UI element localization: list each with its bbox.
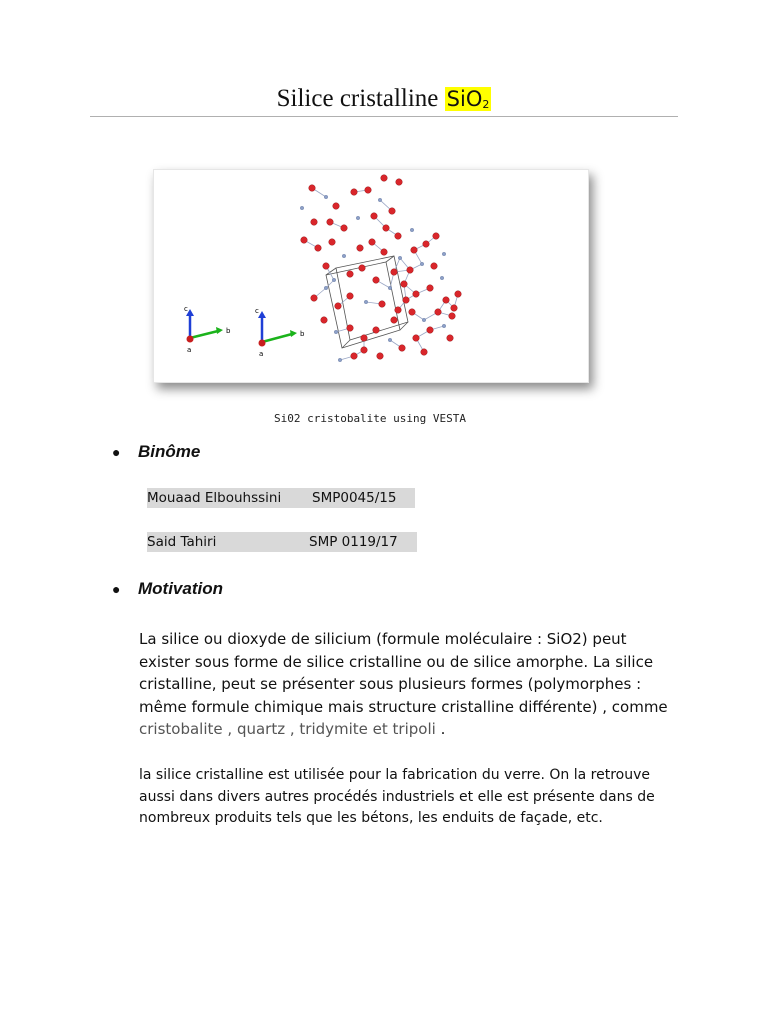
oxygen-atom: [321, 317, 328, 324]
oxygen-atom: [399, 345, 406, 352]
binome-heading-text: Binôme: [138, 442, 201, 461]
oxygen-atom: [403, 297, 410, 304]
oxygen-atom: [323, 263, 330, 270]
oxygen-atom: [413, 291, 420, 298]
crystal-structure-image: [154, 170, 588, 382]
oxygen-atom: [427, 327, 434, 334]
oxygen-atom: [391, 317, 398, 324]
axis-label-b-2: b: [300, 330, 305, 338]
separator: ,: [222, 720, 237, 738]
oxygen-atom: [347, 325, 354, 332]
axis-label-c-2: c: [255, 307, 259, 315]
oxygen-atom: [451, 305, 458, 312]
motivation-heading-text: Motivation: [138, 579, 223, 598]
axis-label-a: a: [187, 346, 192, 354]
oxygen-atom: [455, 291, 462, 298]
oxygen-atom: [361, 347, 368, 354]
motivation-paragraph-2: la silice cristalline est utilisée pour la fabrication du verre. On la retrouve aussi dans divers autres procédés industriels et elle est présente dans de nombreux produits tels que les bétons, les enduits de façade, etc.: [139, 767, 655, 826]
oxygen-atom: [359, 265, 366, 272]
form-quartz: quartz: [236, 720, 286, 738]
silicon-atom: [324, 286, 328, 290]
oxygen-atom: [373, 277, 380, 284]
silicon-atom: [364, 300, 368, 304]
separator: ,: [285, 720, 300, 738]
oxygen-atom: [381, 175, 388, 182]
formula-highlight: [445, 87, 492, 111]
motivation-paragraph-1: [139, 628, 679, 741]
crystal-structure-figure: [153, 169, 589, 383]
oxygen-atom: [389, 208, 396, 215]
oxygen-atom: [311, 219, 318, 226]
oxygen-atom: [413, 335, 420, 342]
oxygen-atom: [411, 247, 418, 254]
motivation-heading: [112, 579, 223, 599]
oxygen-atom: [433, 233, 440, 240]
oxygen-atom: [383, 225, 390, 232]
axis-label-b: b: [226, 327, 231, 335]
axis-triad-1: [184, 305, 231, 354]
oxygen-atom: [351, 189, 358, 196]
oxygen-atom: [311, 295, 318, 302]
silicon-atom: [442, 324, 446, 328]
axis-label-a-2: a: [259, 350, 264, 358]
oxygen-atom: [377, 353, 384, 360]
oxygen-atom: [301, 237, 308, 244]
silicon-atom: [410, 228, 414, 232]
silicon-atom: [300, 206, 304, 210]
oxygen-atom: [371, 213, 378, 220]
silicon-atom: [378, 198, 382, 202]
oxygen-atom: [421, 349, 428, 356]
oxygen-atom: [407, 267, 414, 274]
oxygen-atom: [435, 309, 442, 316]
silicon-atom: [334, 330, 338, 334]
silicon-atom: [388, 286, 392, 290]
member-id: SMP 0119/17: [309, 534, 398, 550]
para1-text: La silice ou dioxyde de silicium (formule moléculaire : SiO2) peut exister sous forme de silice cristalline ou de silice amorphe. La silice cristalline, peut se présenter sous plusieurs formes (polymorphes : même formule chimique mais structure cristalline différente) , comme: [139, 630, 668, 716]
silicon-atom: [324, 195, 328, 199]
oxygen-atom: [395, 307, 402, 314]
axis-triad-2: [255, 307, 305, 358]
silicon-atom: [356, 216, 360, 220]
member-name: Said Tahiri: [147, 534, 217, 550]
form-cristobalite: cristobalite: [139, 720, 223, 738]
oxygen-atom: [423, 241, 430, 248]
silicon-atom: [422, 318, 426, 322]
oxygen-atom: [335, 303, 342, 310]
oxygen-atom: [447, 335, 454, 342]
oxygen-atom: [396, 179, 403, 186]
silicon-atom: [420, 262, 424, 266]
silicon-atom: [398, 256, 402, 260]
oxygen-atom: [347, 293, 354, 300]
bullet-icon: ●: [112, 581, 121, 597]
sentence-end: .: [435, 720, 446, 738]
oxygen-atom: [373, 327, 380, 334]
silicon-atom: [440, 276, 444, 280]
silicon-atom: [338, 358, 342, 362]
figure-caption: Si02 cristobalite using VESTA: [273, 412, 467, 425]
oxygen-atom: [443, 297, 450, 304]
oxygen-atom: [327, 219, 334, 226]
oxygen-atom: [369, 239, 376, 246]
oxygen-atom: [341, 225, 348, 232]
silicon-atom: [442, 252, 446, 256]
silicon-atom: [388, 338, 392, 342]
oxygen-atom: [431, 263, 438, 270]
member-name: Mouaad Elbouhssini: [147, 490, 282, 506]
binome-heading: [112, 442, 200, 462]
oxygen-atom: [379, 301, 386, 308]
oxygen-atom: [449, 313, 456, 320]
oxygen-atom: [329, 239, 336, 246]
formula-subscript: 2: [482, 98, 490, 111]
oxygen-atom: [427, 285, 434, 292]
member-row: [147, 488, 415, 508]
oxygen-atom: [401, 281, 408, 288]
axis-label-c: c: [184, 305, 188, 313]
silicon-atom: [332, 278, 336, 282]
oxygen-atom: [409, 309, 416, 316]
atom-cloud: [300, 175, 461, 362]
oxygen-atom: [365, 187, 372, 194]
bullet-icon: ●: [112, 444, 121, 460]
oxygen-atom: [395, 233, 402, 240]
formula-main: SiO: [446, 87, 483, 111]
oxygen-atom: [361, 335, 368, 342]
oxygen-atom: [391, 269, 398, 276]
oxygen-atom: [357, 245, 364, 252]
title-text: Silice cristalline: [276, 85, 439, 112]
oxygen-atom: [347, 271, 354, 278]
oxygen-atom: [333, 203, 340, 210]
oxygen-atom: [309, 185, 316, 192]
silicon-atom: [342, 254, 346, 258]
form-tridymite-tripoli: tridymite et tripoli: [299, 720, 436, 738]
oxygen-atom: [315, 245, 322, 252]
member-id: SMP0045/15: [312, 490, 397, 506]
title-rule: [90, 116, 678, 117]
oxygen-atom: [351, 353, 358, 360]
member-row: [147, 532, 417, 552]
oxygen-atom: [381, 249, 388, 256]
